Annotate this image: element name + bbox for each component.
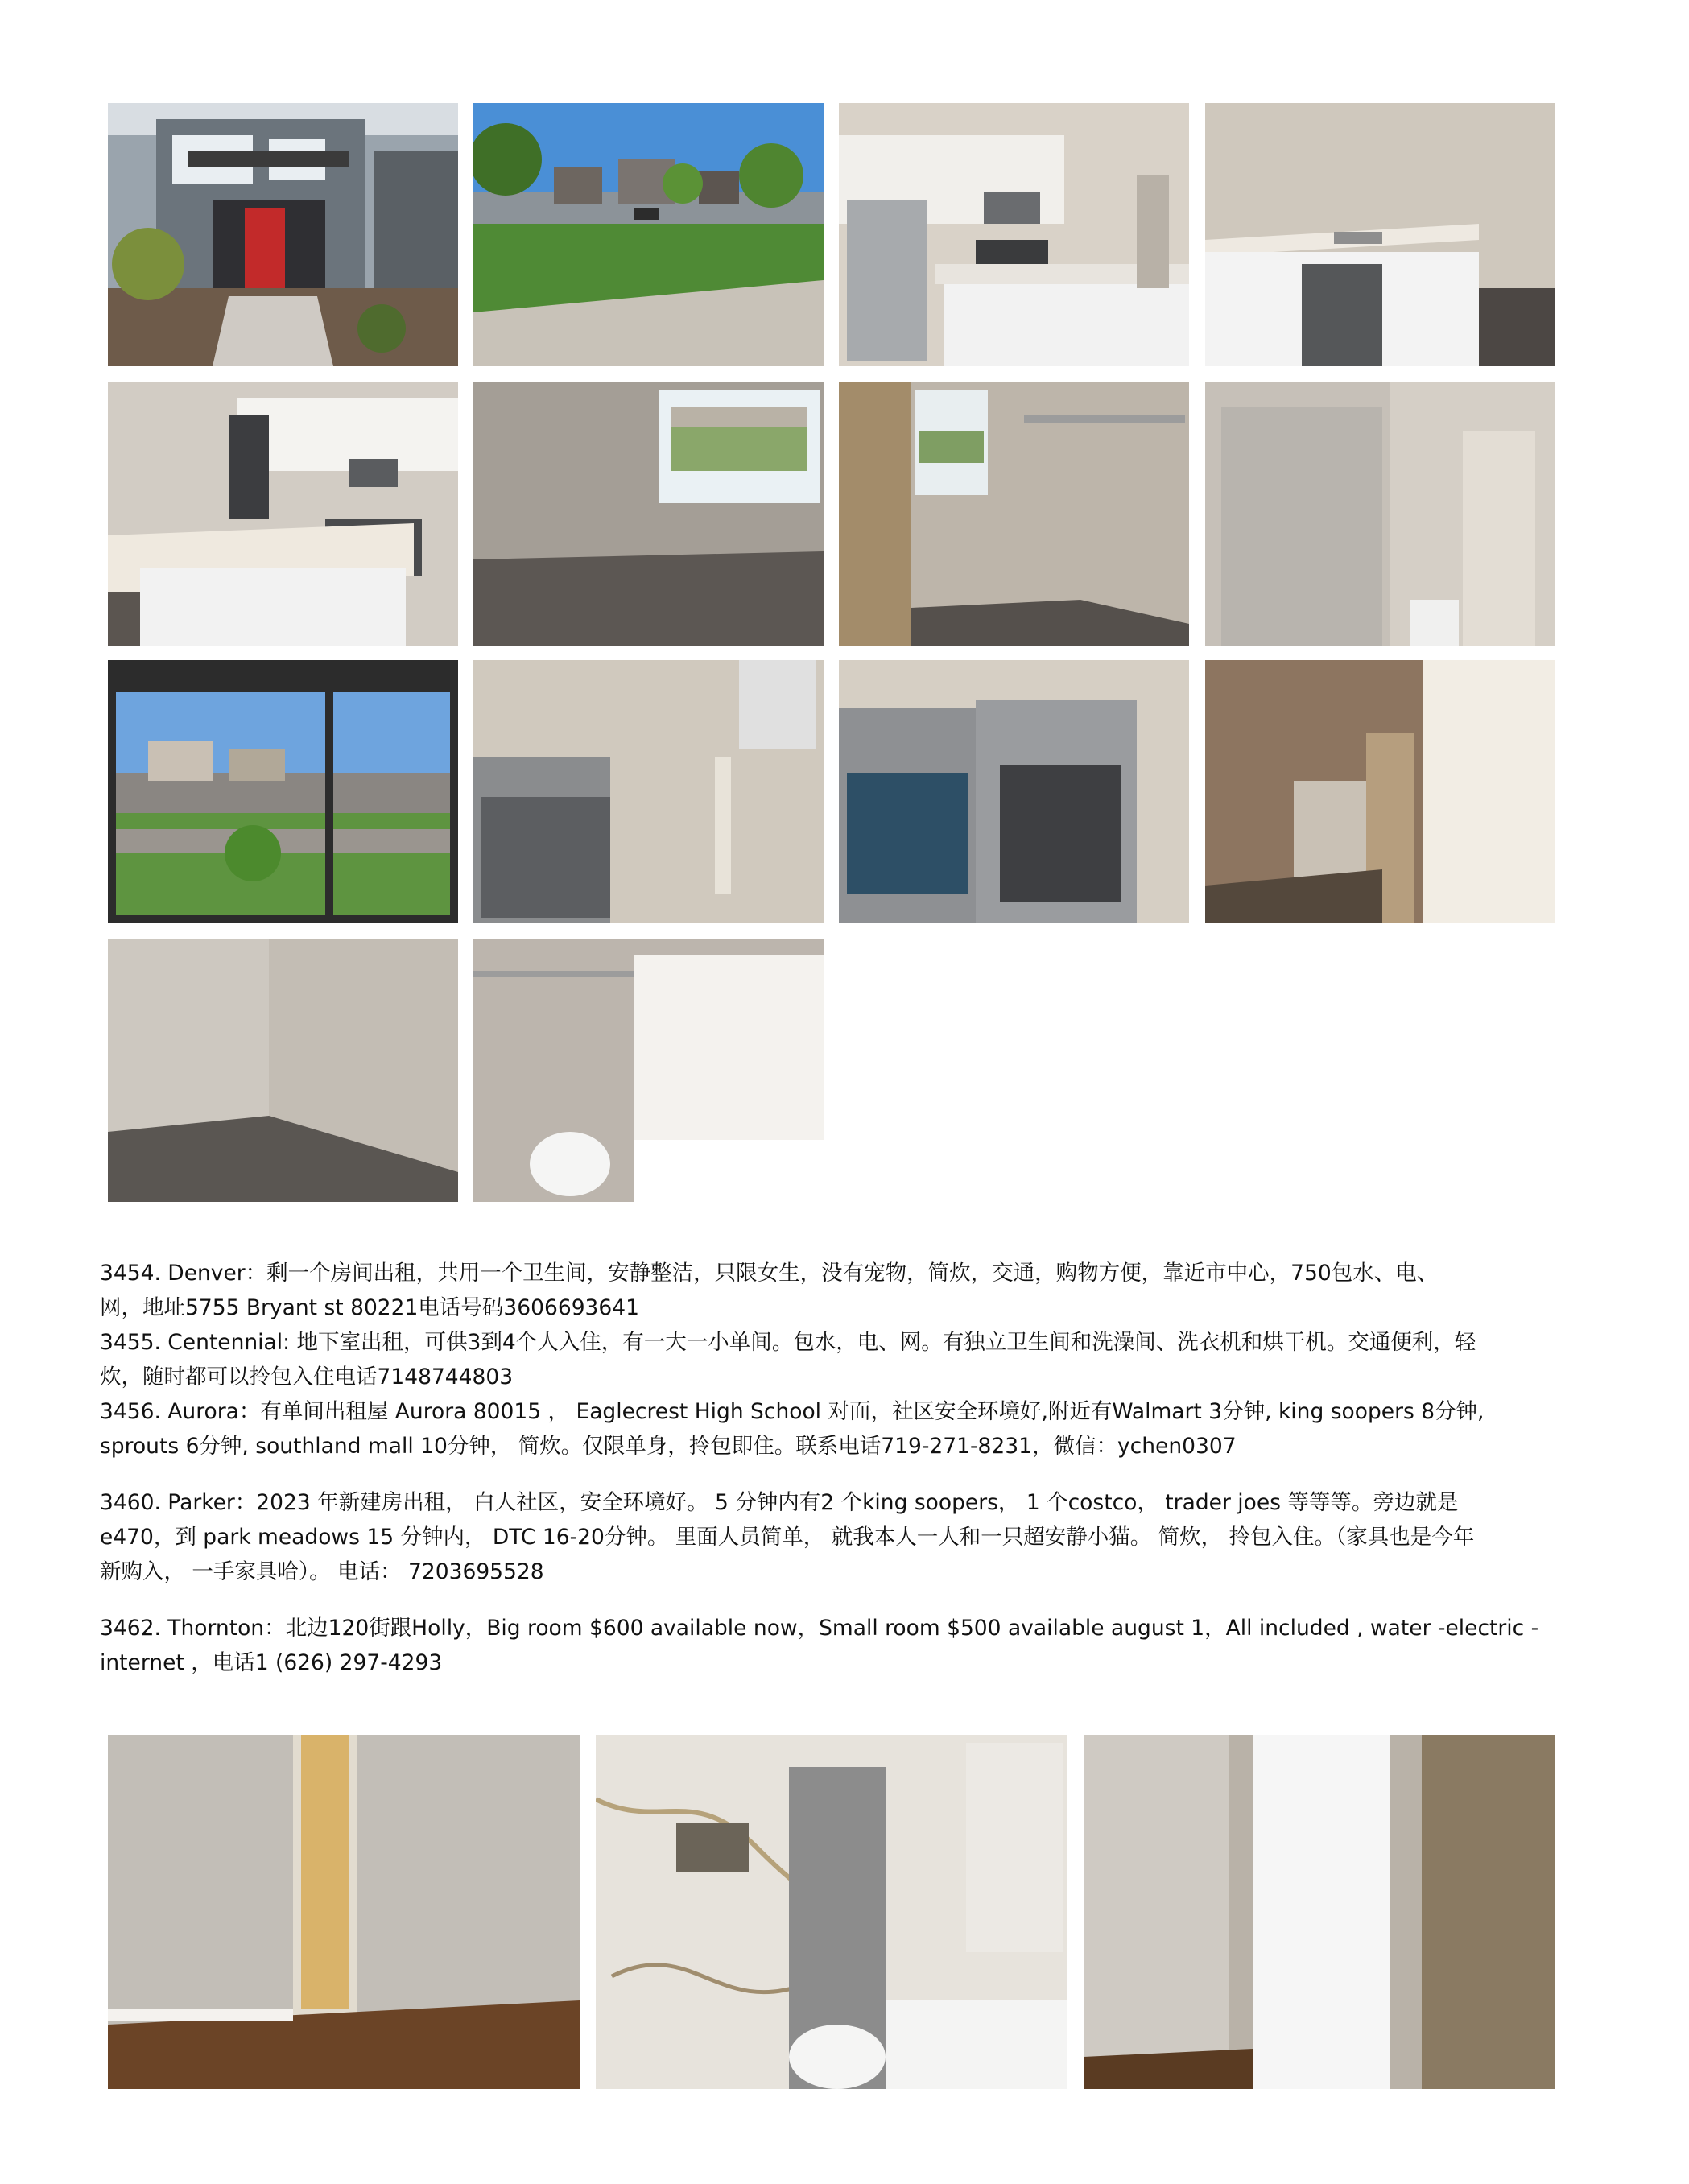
listing-3454-line-2: 网，地址5755 Bryant st 80221电话号码3606693641 <box>100 1295 639 1320</box>
photo-bedroom-window <box>473 382 824 646</box>
photo-laundry-1 <box>473 660 824 923</box>
listing-3460-line-3: 新购入， 一手家具哈）。 电话： 7203695528 <box>100 1559 544 1584</box>
photo-shower <box>1205 382 1555 646</box>
listing-3462-line-1: 3462. Thornton：北边120街跟Holly，Big room $600 available now，Small room $500 available august 1，All included , water -electric - <box>100 1616 1539 1641</box>
listing-3454-line-1: 3454. Denver：剩一个房间出租，共用一个卫生间，安静整洁，只限女生，没有宠物，简炊，交通，购物方便，靠近市中心，750包水、电、 <box>100 1261 1439 1286</box>
listing-3455-line-2: 炊，随时都可以拎包入住电话7148744803 <box>100 1364 514 1389</box>
photo-street-view <box>473 103 824 366</box>
listing-3455-line-1: 3455. Centennial: 地下室出租，可供3到4个人入住，有一大一小单间。包水，电、网。有独立卫生间和洗澡间、洗衣机和烘干机。交通便利，轻 <box>100 1330 1476 1355</box>
listing-3460-line-1: 3460. Parker：2023 年新建房出租， 白人社区，安全环境好。 5 分钟内有2 个king soopers， 1 个costco， trader joes 等等等。旁边就是 <box>100 1490 1459 1515</box>
photo-stairs <box>1205 660 1555 923</box>
listing-3456-line-2: sprouts 6分钟, southland mall 10分钟， 简炊。仅限单身，拎包即住。联系电话719-271-8231，微信：ychen0307 <box>100 1434 1237 1459</box>
photo-exterior-front-door <box>108 103 458 366</box>
listing-3460-line-2: e470，到 park meadows 15 分钟内， DTC 16-20分钟。 里面人员简单， 就我本人一人和一只超安静小猫。 简炊， 拎包入住。（家具也是今年 <box>100 1525 1475 1550</box>
photo-marble-shower <box>596 1735 1067 2089</box>
photo-kitchen-1 <box>839 103 1189 366</box>
photo-window-view <box>108 660 458 923</box>
photo-empty-room <box>108 939 458 1202</box>
photo-refrigerator <box>1084 1735 1555 2089</box>
photo-laundry-2 <box>839 660 1189 923</box>
photo-bathroom-tub <box>473 939 824 1202</box>
photo-room-wood-floor <box>108 1735 580 2089</box>
listing-3462-line-2: internet ，电话1 (626) 297-4293 <box>100 1650 443 1675</box>
photo-kitchen-island-1 <box>1205 103 1555 366</box>
listing-3456-line-1: 3456. Aurora：有单间出租屋 Aurora 80015 ， Eaglecrest High School 对面，社区安全环境好,附近有Walmart 3分钟, king soopers 8分钟, <box>100 1399 1485 1424</box>
photo-closet <box>839 382 1189 646</box>
listings-text <box>100 1256 1589 1680</box>
photo-kitchen-2 <box>108 382 458 646</box>
